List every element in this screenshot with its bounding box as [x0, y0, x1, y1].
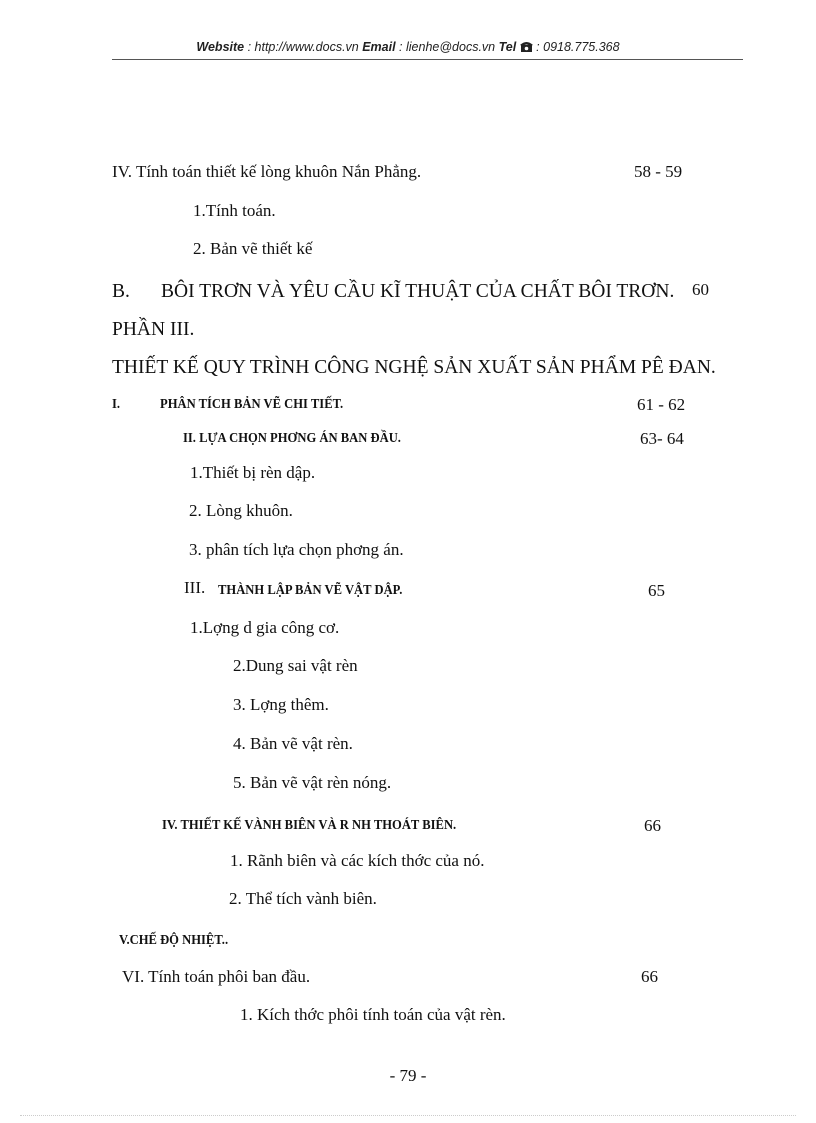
toc-s4-item-2: 2. Thể tích vành biên.	[229, 889, 377, 908]
toc-s3-page: 65	[648, 581, 665, 600]
toc-s1-label: I.	[112, 397, 121, 412]
toc-s6-page: 66	[641, 967, 658, 986]
toc-iv-pages: 58 - 59	[634, 162, 683, 181]
toc-b-label: B.	[112, 281, 130, 302]
toc-s4-page: 66	[644, 816, 661, 835]
toc-s3-item-5: 5. Bản vẽ vật rèn nóng.	[233, 773, 392, 792]
website-label: Website	[196, 40, 245, 54]
tel-label: Tel	[498, 40, 517, 54]
toc-s4-item-1: 1. Rãnh biên và các kích thớc của nó.	[230, 851, 485, 870]
email-value: : lienhe@docs.vn	[395, 40, 499, 54]
toc-s3-num: III.	[184, 578, 206, 597]
toc-s1-title: PHÂN TÍCH BẢN VẼ CHI TIẾT.	[160, 397, 344, 412]
page-number: - 79 -	[389, 1066, 427, 1085]
toc-b-title: BÔI TRƠN VÀ YÊU CẦU KĨ THUẬT CỦA CHẤT BÔI TRƠN.	[161, 281, 675, 302]
toc-s6-title: VI. Tính toán phôi ban đầu.	[122, 967, 311, 986]
toc-iv-title: IV. Tính toán thiết kế lòng khuôn Nắn Phẳng.	[112, 162, 422, 181]
toc-part3-title: THIẾT KẾ QUY TRÌNH CÔNG NGHỆ SẢN XUẤT SẢN PHẨM PÊ ĐAN.	[112, 357, 716, 378]
email-label: Email	[362, 40, 396, 54]
toc-s6-item-1: 1. Kích thớc phôi tính toán của vật rèn.	[240, 1005, 506, 1024]
toc-s2-item-3: 3. phân tích lựa chọn phơng án.	[189, 540, 404, 559]
tel-value: : 0918.775.368	[532, 40, 620, 54]
toc-s2-title: II. LỰA CHỌN PHƠNG ÁN BAN ĐẦU.	[183, 431, 401, 446]
website-value: : http://www.docs.vn	[244, 40, 363, 54]
toc-s2-item-2: 2. Lòng khuôn.	[189, 501, 293, 520]
toc-s3-item-3: 3. Lợng thêm.	[233, 695, 329, 714]
toc-s2-item-1: 1.Thiết bị rèn dập.	[190, 463, 316, 482]
toc-s3-item-1: 1.Lợng d gia công cơ.	[190, 618, 340, 637]
toc-part3: PHẦN III.	[112, 319, 195, 340]
toc-iv-item-1: 1.Tính toán.	[193, 201, 276, 220]
toc-s2-pages: 63- 64	[640, 429, 684, 448]
toc-b-page: 60	[692, 280, 709, 299]
toc-s5-title: V.CHẾ ĐỘ NHIỆT..	[119, 933, 229, 948]
page-header	[0, 40, 816, 55]
toc-s1-pages: 61 - 62	[637, 395, 686, 414]
header-divider	[112, 59, 743, 60]
toc-iv-item-2: 2. Bản vẽ thiết kế	[193, 239, 313, 258]
toc-s3-title: THÀNH LẬP BẢN VẼ VẬT DẬP.	[218, 583, 403, 598]
bottom-dotted-border	[20, 1115, 796, 1116]
toc-s4-title: IV. THIẾT KẾ VÀNH BIÊN VÀ R NH THOÁT BIÊN.	[162, 818, 457, 833]
telephone-icon	[520, 41, 533, 55]
toc-s3-item-2: 2.Dung sai vật rèn	[233, 656, 358, 675]
toc-s3-item-4: 4. Bản vẽ vật rèn.	[233, 734, 353, 753]
